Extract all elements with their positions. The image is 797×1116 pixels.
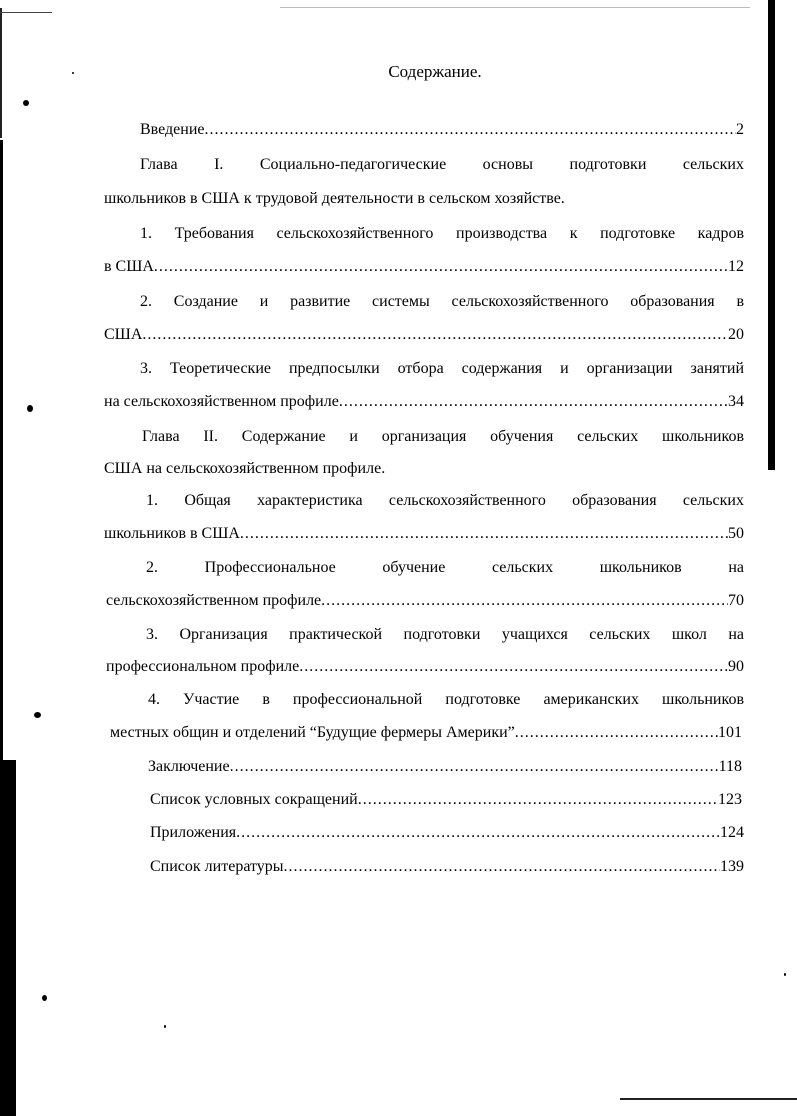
toc-entry: 1. Требования сельскохозяйственного производства к подготовке кадров <box>140 225 744 242</box>
toc-entry-text: Заключение <box>148 758 230 775</box>
toc-entry <box>106 589 744 615</box>
scan-speck <box>27 405 33 412</box>
toc-entry-text: Введение <box>140 121 205 138</box>
toc-page-number: 118 <box>718 758 742 775</box>
toc-entry-text: на сельскохозяйственном профиле <box>104 393 339 410</box>
toc-leader <box>205 118 737 142</box>
toc-entry-text: профессиональном профиле <box>106 658 300 675</box>
toc-entry: 1. Общая характеристика сельскохозяйственного образования сельских <box>146 492 744 509</box>
toc-page-number: 2 <box>736 121 744 138</box>
scan-speck <box>164 1025 166 1028</box>
toc-page-number: 12 <box>728 258 744 275</box>
toc-page-number: 124 <box>720 824 744 841</box>
scan-line <box>0 12 52 13</box>
toc-leader <box>236 821 720 845</box>
toc-leader <box>240 522 728 546</box>
toc-leader <box>299 655 728 679</box>
toc-entry: 4. Участие в профессиональной подготовке американских школьников <box>148 691 744 708</box>
toc-entry: 3. Организация практической подготовки учащихся сельских школ на <box>146 626 744 643</box>
toc-page-number: 123 <box>718 791 742 808</box>
toc-entry-text: Приложения <box>150 824 237 841</box>
toc-page-number: 139 <box>720 858 744 875</box>
scan-speck <box>784 973 786 976</box>
toc-page-number: 70 <box>728 592 744 609</box>
toc-entry-conclusion <box>148 755 742 781</box>
toc-entry-text: местных общин и отделений “Будущие фермеры Америки” <box>110 724 515 741</box>
toc-entry-intro <box>140 118 744 144</box>
toc-entry-text: Список литературы <box>150 858 284 875</box>
toc-entry-text: сельскохозяйственном профиле <box>106 592 322 609</box>
scan-speck <box>42 995 47 1001</box>
toc-page-number: 50 <box>728 525 744 542</box>
toc-entry-text: школьников в США <box>104 525 240 542</box>
toc-leader <box>339 390 728 414</box>
toc-entry-literature <box>150 855 744 881</box>
toc-chapter-heading: США на сельскохозяйственном профиле. <box>104 460 386 477</box>
toc-leader <box>321 589 728 613</box>
toc-page-number: 20 <box>728 326 744 343</box>
scan-line <box>280 7 750 8</box>
scan-line <box>620 1098 797 1100</box>
toc-entry <box>106 655 744 681</box>
toc-leader <box>515 721 718 745</box>
toc-page-number: 34 <box>728 393 744 410</box>
toc-leader <box>154 255 728 279</box>
toc-page-number: 101 <box>718 724 742 741</box>
toc-entry: 3. Теоретические предпосылки отбора содержания и организации занятий <box>140 360 744 377</box>
toc-chapter-heading: Глава II. Содержание и организация обучения сельских школьников <box>142 428 744 445</box>
toc-entry <box>104 522 744 548</box>
scan-edge <box>0 140 3 760</box>
toc-entry <box>104 390 744 416</box>
toc-chapter-heading: школьников в США к трудовой деятельности в сельском хозяйстве. <box>104 190 565 207</box>
toc-leader <box>142 323 728 347</box>
toc-entry: 2. Профессиональное обучение сельских школьников на <box>146 559 744 576</box>
scan-speck <box>34 712 41 718</box>
toc-entry: 2. Создание и развитие системы сельскохозяйственного образования в <box>140 293 744 310</box>
page-title: Содержание. <box>388 62 482 81</box>
toc-entry-text: в США <box>104 258 154 275</box>
toc-entry-abbreviations <box>150 788 742 814</box>
toc-entry-text: Список условных сокращений <box>150 791 358 808</box>
toc-entry <box>104 323 744 349</box>
toc-entry <box>110 721 742 747</box>
toc-entry-appendix <box>150 821 744 847</box>
toc-chapter-heading: Глава I. Социально-педагогические основы подготовки сельских <box>140 156 744 173</box>
toc-page-number: 90 <box>728 658 744 675</box>
toc-entry <box>104 255 744 281</box>
scan-edge <box>0 760 16 1116</box>
toc-entry-text: США <box>104 326 143 343</box>
toc-leader <box>358 788 718 812</box>
toc-leader <box>230 755 719 779</box>
scan-speck <box>23 100 29 106</box>
toc-leader <box>284 855 720 879</box>
